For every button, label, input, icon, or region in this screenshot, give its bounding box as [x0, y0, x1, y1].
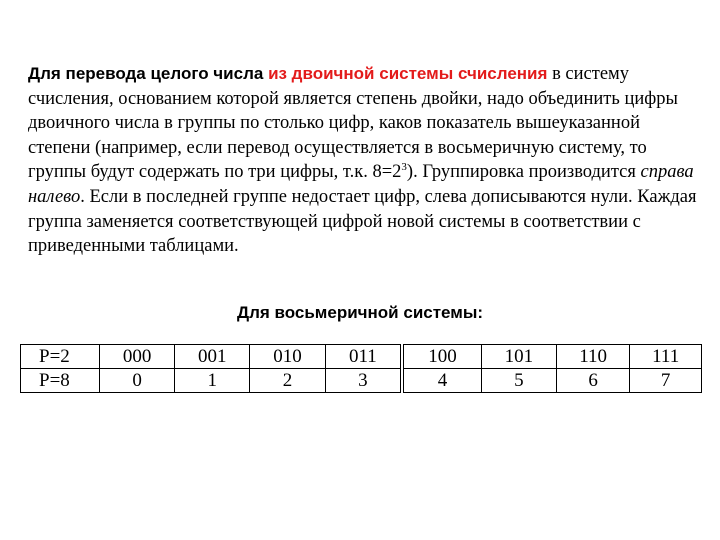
- table-cell: 0: [100, 369, 175, 393]
- table-cell: 5: [481, 369, 556, 393]
- table-subtitle: Для восьмеричной системы:: [236, 303, 484, 322]
- paragraph-part-3: . Если в последней группе недостает цифр, слева дописываются нули. Каждая группа заменяется соответствующей цифрой новой системы в соответствии с приведенными таблицами.: [28, 186, 697, 257]
- table-cell: P=8: [21, 369, 100, 393]
- bold-red-text: из двоичной системы счисления: [268, 64, 548, 83]
- table-cell: 4: [402, 369, 481, 393]
- table-cell: 1: [175, 369, 250, 393]
- exponent: 3: [401, 161, 407, 174]
- table-cell: 001: [175, 345, 250, 369]
- table-cell: 100: [402, 345, 481, 369]
- table-cell: 011: [325, 345, 402, 369]
- table-row: [21, 369, 702, 393]
- table-cell: 2: [250, 369, 325, 393]
- table-row: [21, 345, 702, 369]
- table-cell: 010: [250, 345, 325, 369]
- table-cell: 3: [325, 369, 402, 393]
- table-cell: 110: [556, 345, 629, 369]
- table-cell: 6: [556, 369, 629, 393]
- paragraph-part-2: ). Группировка производится: [406, 162, 641, 183]
- table-cell: 7: [630, 369, 702, 393]
- table-cell: 000: [100, 345, 175, 369]
- explanation-paragraph: [28, 62, 700, 259]
- italic-text: справа налево: [28, 162, 694, 207]
- table-cell: 111: [630, 345, 702, 369]
- bold-lead-text: Для перевода целого числа: [28, 64, 269, 83]
- table-cell: P=2: [21, 345, 100, 369]
- conversion-table: [20, 344, 702, 393]
- table-cell: 101: [481, 345, 556, 369]
- paragraph-part-1: в систему счисления, основанием которой является степень двойки, надо объединить цифры двоичного числа в группы по столько цифр, каков показатель вышеуказанной степени (например, если перевод осуществляется в восьмеричную систему, то группы будут содержать по три цифры, т.к. 8=2: [28, 64, 678, 183]
